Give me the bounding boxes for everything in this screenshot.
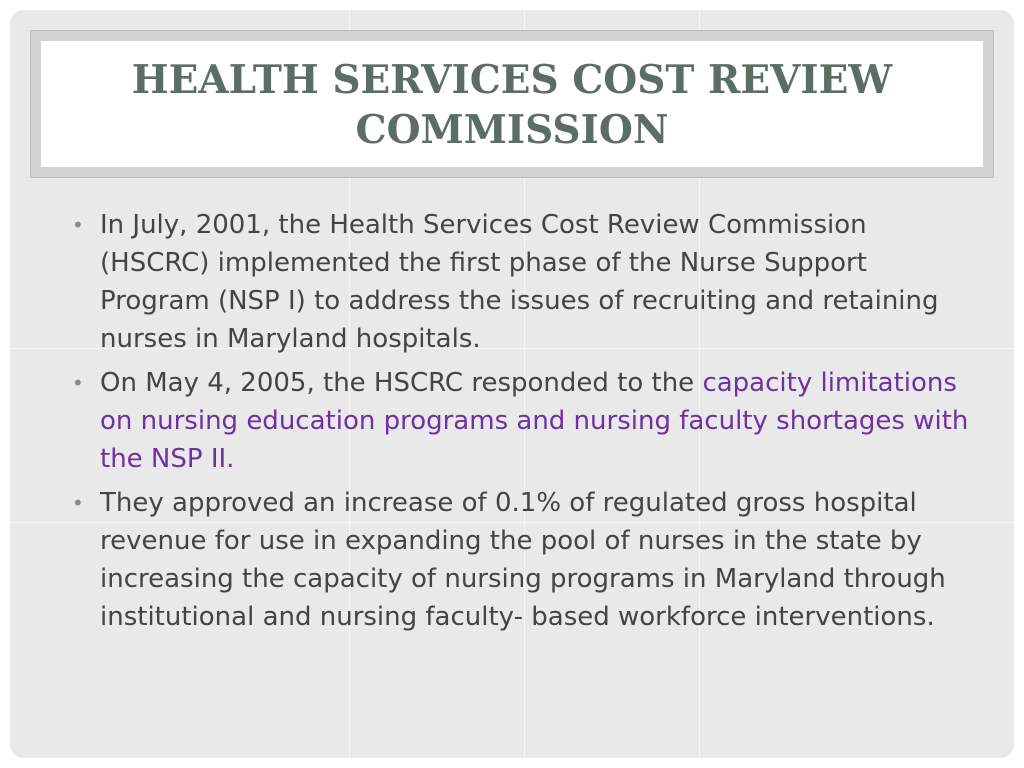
highlighted-text: capacity limitations on nursing education programs and nursing faculty shortages with the NSP II. [100, 368, 969, 474]
slide-title: HEALTH SERVICES COST REVIEW COMMISSION [131, 57, 893, 153]
bullet-dot-icon: • [72, 371, 84, 395]
slide [10, 10, 1014, 758]
title-frame [30, 30, 994, 178]
bullet-list [72, 206, 972, 642]
bullet-text: On May 4, 2005, the HSCRC responded to the [100, 368, 703, 398]
title-box [41, 41, 983, 167]
bullet-text: They approved an increase of 0.1% of regulated gross hospital revenue for use in expanding the pool of nurses in the state by increasing the capacity of nursing programs in Maryland through institutional and nursing faculty- based workforce interventions. [100, 488, 946, 632]
bullet-dot-icon: • [72, 491, 84, 515]
bullet-text: In July, 2001, the Health Services Cost Review Commission (HSCRC) implemented the first phase of the Nurse Support Program (NSP I) to address the issues of recruiting and retaining nurses in Maryland hospitals. [100, 210, 939, 354]
bullet-dot-icon: • [72, 213, 84, 237]
bullet-item [72, 206, 972, 358]
bullet-item [72, 364, 972, 478]
bullet-item [72, 484, 972, 636]
